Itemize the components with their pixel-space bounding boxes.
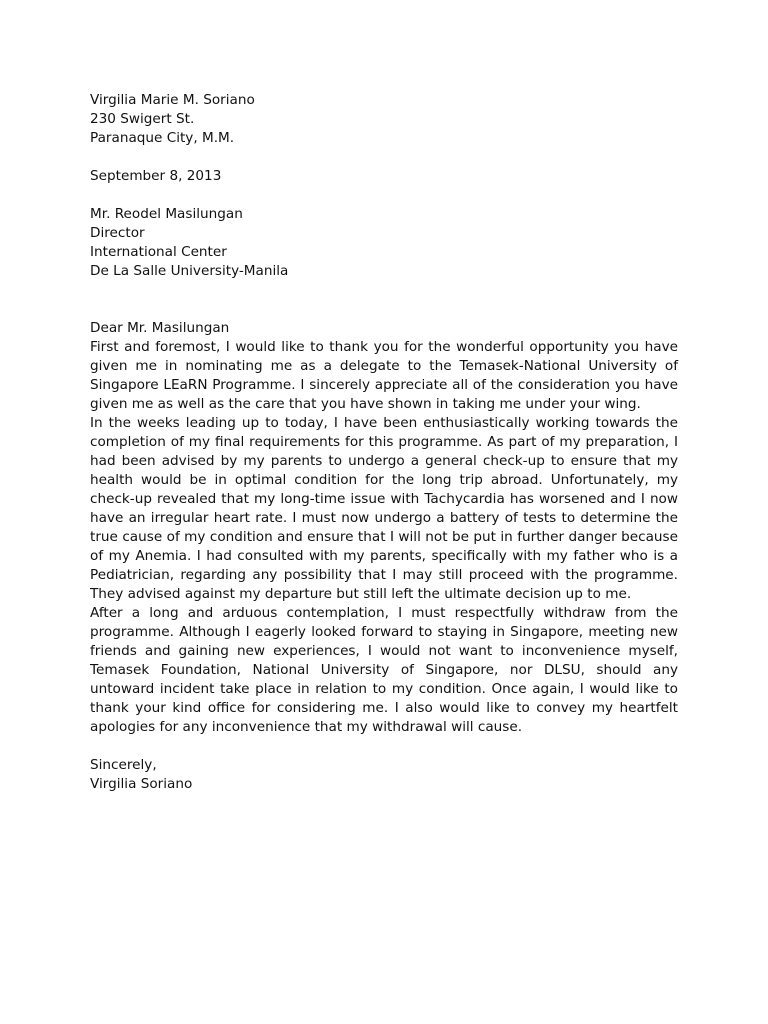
body-paragraph-2: In the weeks leading up to today, I have been enthusiastically working towards the completion of my final requirements for this programme. As part of my preparation, I had been advised by my parents to undergo a general check-up to ensure that my health would be in optimal condition for the long trip abroad. Unfortunately, my check-up revealed that my long-time issue with Tachycardia has worsened and I now have an irregular heart rate. I must now undergo a battery of tests to determine the true cause of my condition and ensure that I will not be put in further danger because of my Anemia. I had consulted with my parents, specifically with my father who is a Pediatrician, regarding any possibility that I may still proceed with the programme. They advised against my departure but still left the ultimate decision up to me. xyxy=(90,415,678,602)
sender-name: Virgilia Marie M. Soriano xyxy=(90,92,255,108)
salutation-block xyxy=(90,319,678,338)
signature-name: Virgilia Soriano xyxy=(90,776,193,792)
letter-date: September 8, 2013 xyxy=(90,168,222,184)
sender-street: 230 Swigert St. xyxy=(90,111,195,127)
recipient-title: Director xyxy=(90,225,145,241)
sender-address xyxy=(90,91,678,148)
recipient-name: Mr. Reodel Masilungan xyxy=(90,206,243,222)
recipient-institution: De La Salle University-Manila xyxy=(90,263,289,279)
recipient-office: International Center xyxy=(90,244,227,260)
signature-block xyxy=(90,756,678,794)
letter-date-block xyxy=(90,167,678,186)
closing: Sincerely, xyxy=(90,757,157,773)
body-paragraph-3: After a long and arduous contemplation, I must respectfully withdraw from the programme. Although I eagerly looked forward to staying in Singapore, meeting new friends and gaining new experiences, I would not want to inconvenience myself, Temasek Foundation, National University of Singapore, nor DLSU, should any untoward incident take place in relation to my condition. Once again, I would like to thank your kind office for considering me. I also would like to convey my heartfelt apologies for any inconvenience that my withdrawal will cause. xyxy=(90,605,678,735)
recipient-address xyxy=(90,205,678,281)
sender-city: Paranaque City, M.M. xyxy=(90,130,235,146)
body-paragraph-1: First and foremost, I would like to thank you for the wonderful opportunity you have given me in nominating me as a delegate to the Temasek-National University of Singapore LEaRN Programme. I sincerely appreciate all of the consideration you have given me as well as the care that you have shown in taking me under your wing. xyxy=(90,339,678,412)
salutation: Dear Mr. Masilungan xyxy=(90,320,230,336)
letter-content xyxy=(90,91,678,794)
